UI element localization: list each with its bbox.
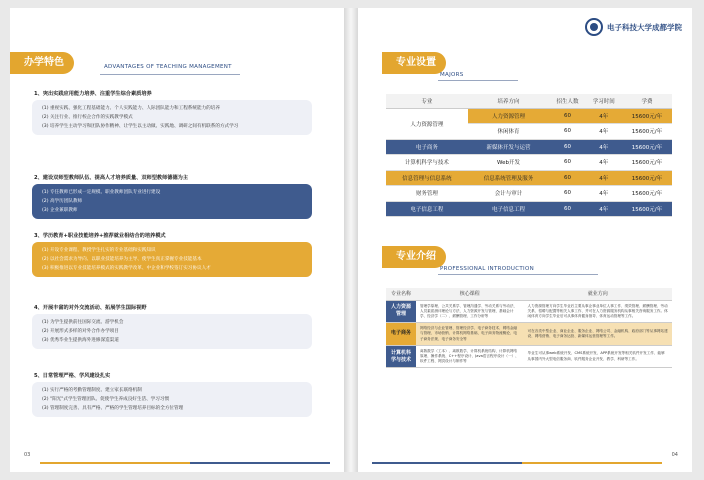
major-direction-cell: 电子信息工程 [468,201,550,217]
major-count-cell: 60 [549,201,585,217]
section-title-majors: 专业设置 [382,52,446,74]
major-years-cell: 4年 [586,186,622,202]
school-seal-icon [585,18,603,36]
page-number-left: 03 [24,452,31,458]
majors-header-cell: 培养方向 [468,94,550,108]
major-years-cell: 4年 [586,155,622,171]
intro-row [386,300,672,323]
majors-row [386,108,672,124]
feature-line: (3) 培养学生主动学习和团队协作精神、让学生以主动做、实践地、调研之间有机联系的方式学习 [42,124,239,129]
major-direction-cell: 人力资源管理 [468,108,550,124]
right-page [358,8,692,472]
major-count-cell: 60 [549,170,585,186]
major-fee-cell: 15600元/年 [622,155,672,171]
majors-table [386,94,672,217]
section-underline-intro [438,274,598,275]
major-direction-cell: 会计与审计 [468,186,550,202]
section-title-features: 办学特色 [10,52,74,74]
feature-line: (1) 重视实践、强化工程基础能力、个人实践能力、人际团队能力和工程系统能力的培养 [42,106,220,111]
majors-header-cell: 招生人数 [549,94,585,108]
section-title-intro: 专业介绍 [382,246,446,268]
major-name-cell: 人力资源管理 [386,108,468,139]
major-count-cell: 60 [549,186,585,202]
major-name-cell: 电子信息工程 [386,201,468,217]
major-name-cell: 电子商务 [386,139,468,155]
feature-line: (2) "阳光"式学生管理团队、促使学生养成良好生活、学习习惯 [42,397,170,402]
major-fee-cell: 15600元/年 [622,186,672,202]
major-direction-cell: 新媒体开发与运营 [468,139,550,155]
school-logo [585,18,682,36]
major-count-cell: 60 [549,108,585,124]
book-gutter [344,8,358,472]
footer-line-orange [522,462,662,464]
major-years-cell: 4年 [586,139,622,155]
school-name: 电子科技大学成都学院 [607,22,682,32]
major-years-cell: 4年 [586,201,622,217]
section-subtitle-majors: MAJORS [440,72,464,78]
section-underline-majors [438,80,518,81]
intro-header-cell: 核心课程 [416,288,524,300]
section-subtitle-intro: PROFESSIONAL INTRODUCTION [440,266,535,272]
feature-line: (2) 以社会需求为导向、以职业技能培养为主导、使学生真正掌握专业技能基本 [42,257,202,262]
feature-line: (3) 优秀毕业生提供海外进修深造渠道 [42,338,119,343]
major-fee-cell: 15600元/年 [622,170,672,186]
feature-line: (3) 积极推进以专业技能培养模式的实践教学改革、中企业和学校签订实习协议人才 [42,266,211,271]
section-underline [100,74,240,75]
footer-line-blue [372,462,522,464]
major-direction-cell: 信息系统管理及服务 [468,170,550,186]
major-count-cell: 60 [549,155,585,171]
feature-box [32,314,312,349]
feature-title: 4、开展丰富的对外交流活动、拓展学生国际视野 [34,305,147,311]
majors-row [386,139,672,155]
feature-title: 2、建设双师型教师队伍、提高人才培养质量、双师型教师德德为主 [34,175,189,181]
major-fee-cell: 15600元/年 [622,108,672,124]
major-years-cell: 4年 [586,108,622,124]
intro-header-cell: 专业名称 [386,288,416,300]
major-fee-cell: 15600元/年 [622,201,672,217]
feature-title: 1、突出实践应用能力培养、注重学生综合素质培养 [34,91,152,97]
intro-jobs: 可在各类中型企业、商业企业、服务企业、网络公司、金融机构、政府部门等从事网站建设、网络营销、电子商务运营、新媒体运营管理等工作。 [524,323,672,346]
majors-row [386,201,672,217]
major-name-cell: 计算机科学与技术 [386,155,468,171]
intro-row [386,345,672,368]
intro-jobs: 毕业生可从事web系统开发、CMS系统开发、APP系统开发等相关软件开发工作、能够从事国内外大型电信服务商、软件服务企业开发、教学、科研等工作。 [524,345,672,368]
major-name-cell: 信息管理与信息系统 [386,170,468,186]
major-direction-cell: Web开发 [468,155,550,171]
majors-row [386,170,672,186]
feature-line: (3) 管理制度完善、具有严格、严格的学生管理培养目标的全方位管理 [42,406,184,411]
feature-box [32,100,312,135]
intro-courses: 管理学原理、公共关系学、管理沟通学、劳动关系与劳动法、人员素质测评理论与方法、人力资源开发与管理、基础会计学、经济学（二）、薪酬管理、工作分析等 [416,300,524,323]
footer-line-orange [40,462,190,464]
feature-line: (1) 为学生提供前往国际交流、游学机会 [42,320,124,325]
feature-line: (2) 开展形式多样的对外合作办学项目 [42,329,119,334]
intro-major-name: 人力资源管理 [386,300,416,323]
major-count-cell: 60 [549,139,585,155]
intro-courses: 离散数学（工本）、离散数学、计算机系统结构、计算机网络原理、操作系统、C++程序设计、Java语言程序设计（一）、软件工程、网页设计与制作等 [416,345,524,368]
majors-row [386,186,672,202]
feature-line: (1) 开设专业课程、教授学生扎实的专业基础和实践知识 [42,248,156,253]
majors-header-cell: 学习时间 [586,94,622,108]
intro-major-name: 电子商务 [386,323,416,346]
majors-header-cell: 学费 [622,94,672,108]
major-fee-cell: 15600元/年 [622,139,672,155]
intro-row [386,323,672,346]
feature-box [32,184,312,219]
intro-courses: 网络经济与企业管理、管理经济学、电子商务技术、网络金融与管理、市场营销、计算机网络基础、电子商务物流概论、电子商务法规、电子商务安全等 [416,323,524,346]
major-fee-cell: 15600元/年 [622,124,672,140]
feature-box [32,382,312,417]
major-years-cell: 4年 [586,170,622,186]
intro-major-name: 计算机科学与技术 [386,345,416,368]
feature-line: (1) 实行严格的考勤管理制度、建立家长联络机制 [42,388,142,393]
majors-header-cell: 专业 [386,94,468,108]
page-number-right: 04 [671,452,678,458]
major-years-cell: 4年 [586,124,622,140]
major-count-cell: 60 [549,124,585,140]
feature-box [32,242,312,277]
footer-line-blue [190,462,330,464]
feature-line: (3) 企业兼职教师 [42,208,78,213]
intro-jobs: 人力资源管理方向学生毕业后主要从事企事业单位人事工作、绩效管理、薪酬管理、劳动关系、招聘与配置等相关人事工作、并可在人力资源服务机构从事相关咨询服务工作。休闲体育方向学生毕业后可从事体育健身指导、体育运动管理等工作。 [524,300,672,323]
left-page [10,8,344,472]
majors-row [386,155,672,171]
feature-line: (2) 关注行业、推行校企合作的实践教学模式 [42,115,133,120]
section-subtitle-features: ADVANTAGES OF TEACHING MANAGEMENT [104,64,232,70]
intro-table [386,288,672,368]
feature-title: 5、日常管理严格、学风建设扎实 [34,373,111,379]
intro-header-cell: 就业方向 [524,288,672,300]
major-direction-cell: 休闲体育 [468,124,550,140]
feature-line: (2) 高学历团队教师 [42,199,83,204]
major-name-cell: 财务管理 [386,186,468,202]
feature-title: 3、学历教育+职业技能培养+推荐就业相结合的培养模式 [34,233,166,239]
feature-line: (1) 专任教师已形成一定规模、职业教师团队专业进行建设 [42,190,161,195]
